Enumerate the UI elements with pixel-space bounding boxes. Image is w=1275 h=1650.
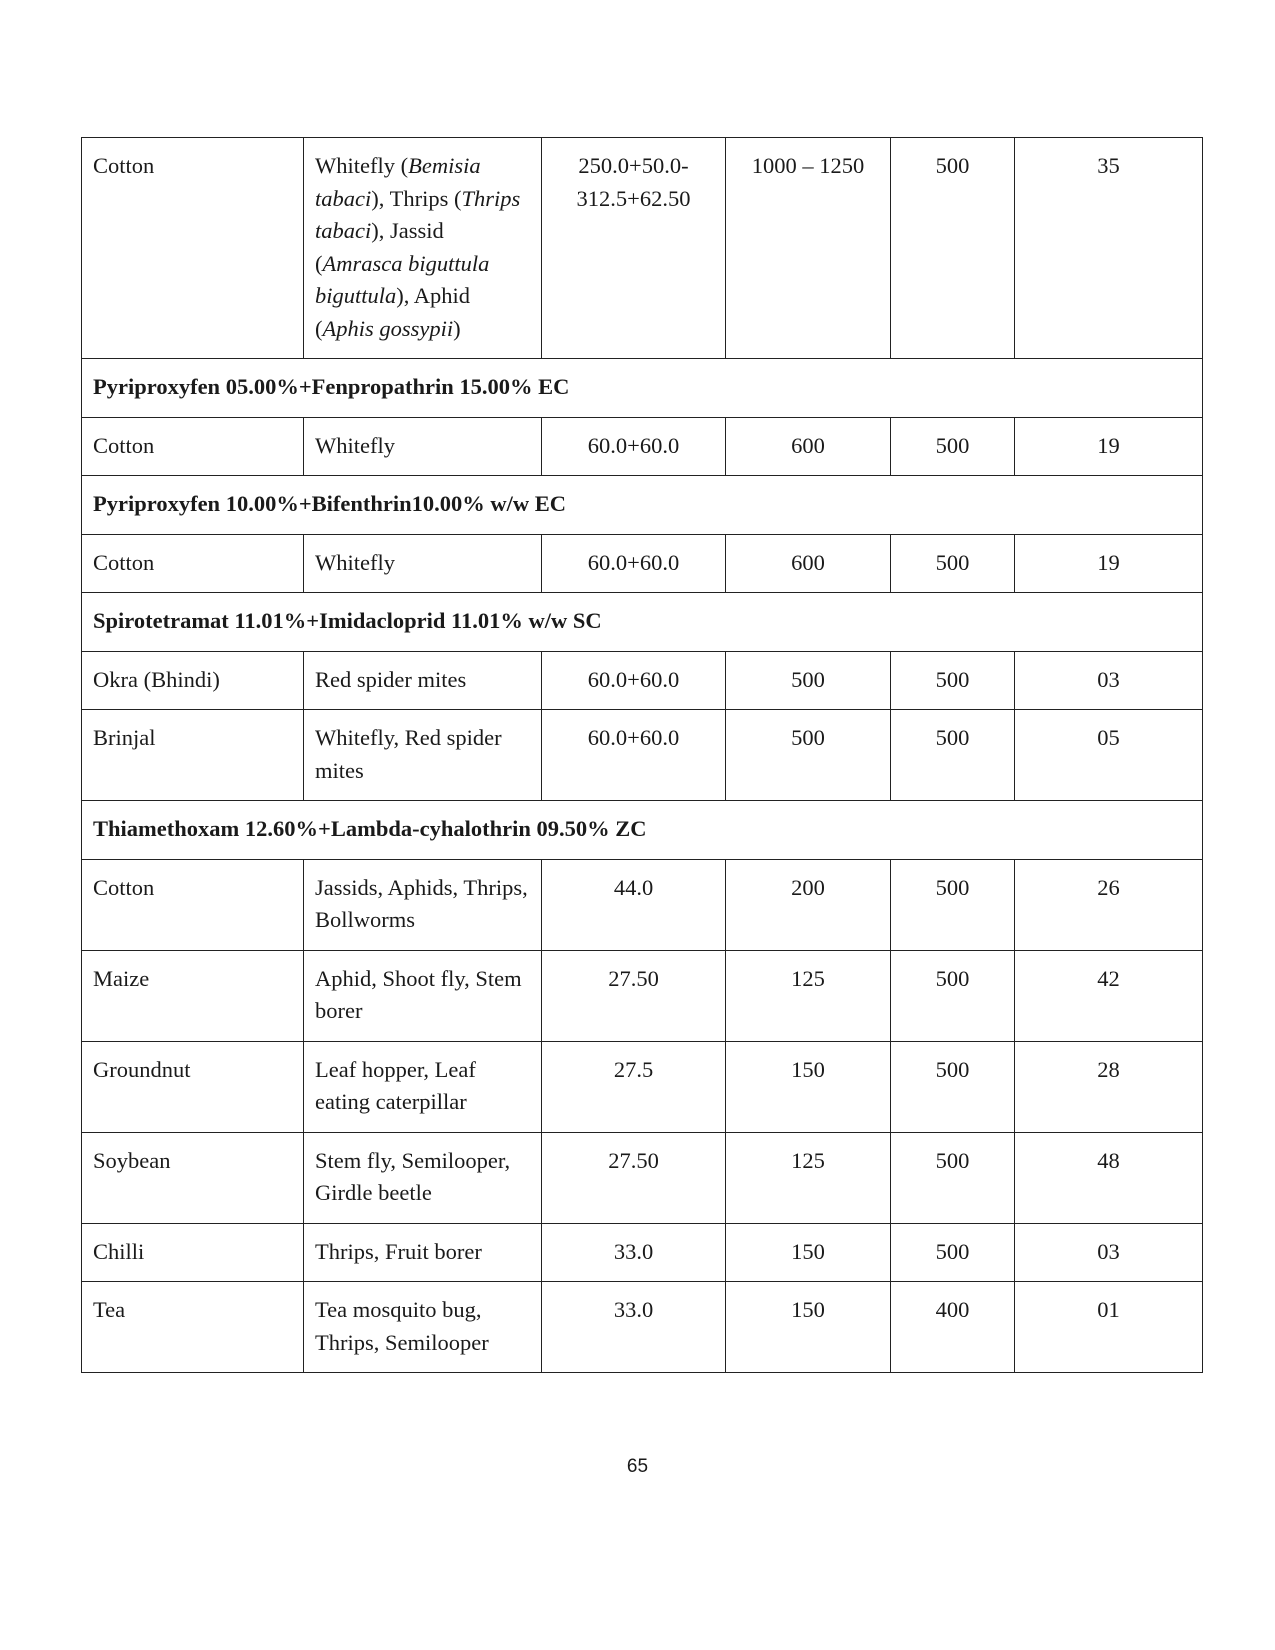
scientific-name: Thrips tabaci	[315, 185, 521, 243]
pest-cell: Whitefly	[304, 534, 542, 593]
pest-text: ), Jassid (	[315, 218, 444, 276]
water-volume-cell: 500	[891, 417, 1015, 476]
page-number: 65	[626, 1456, 649, 1477]
pest-cell: Red spider mites	[304, 651, 542, 710]
dose-ai-cell: 33.0	[542, 1223, 726, 1282]
pest-cell: Whitefly	[304, 417, 542, 476]
waiting-period-cell: 42	[1015, 950, 1203, 1041]
dose-ai-cell: 60.0+60.0	[542, 417, 726, 476]
waiting-period-cell: 48	[1015, 1132, 1203, 1223]
dose-ai-cell: 27.50	[542, 1132, 726, 1223]
section-header-row	[82, 476, 1203, 535]
waiting-period-cell: 19	[1015, 417, 1203, 476]
formulation-title: Thiamethoxam 12.60%+Lambda-cyhalothrin 09.50% ZC	[82, 801, 1203, 860]
water-volume-cell: 500	[891, 138, 1015, 359]
crop-cell: Cotton	[82, 417, 304, 476]
crop-cell: Cotton	[82, 534, 304, 593]
water-volume-cell: 500	[891, 710, 1015, 801]
dose-formulation-cell: 150	[726, 1223, 891, 1282]
pest-cell: Stem fly, Semilooper, Girdle beetle	[304, 1132, 542, 1223]
crop-cell: Cotton	[82, 859, 304, 950]
dose-formulation-cell: 125	[726, 1132, 891, 1223]
pest-cell: Tea mosquito bug, Thrips, Semilooper	[304, 1282, 542, 1373]
water-volume-cell: 500	[891, 534, 1015, 593]
pest-text: ), Aphid (	[315, 283, 471, 341]
pest-cell	[304, 138, 542, 359]
waiting-period-cell: 26	[1015, 859, 1203, 950]
scientific-name: Aphis gossypii	[322, 315, 454, 341]
table-row	[82, 950, 1203, 1041]
crop-cell: Tea	[82, 1282, 304, 1373]
dose-ai-cell: 60.0+60.0	[542, 710, 726, 801]
table-row	[82, 651, 1203, 710]
pest-text: )	[453, 315, 461, 341]
waiting-period-cell: 19	[1015, 534, 1203, 593]
pest-text: Whitefly (	[315, 153, 409, 178]
waiting-period-cell: 05	[1015, 710, 1203, 801]
water-volume-cell: 500	[891, 651, 1015, 710]
water-volume-cell: 500	[891, 1041, 1015, 1132]
scientific-name: Bemisia tabaci	[315, 153, 481, 211]
crop-cell: Groundnut	[82, 1041, 304, 1132]
dose-formulation-cell: 500	[726, 710, 891, 801]
water-volume-cell: 500	[891, 1223, 1015, 1282]
waiting-period-cell: 35	[1015, 138, 1203, 359]
pest-cell: Aphid, Shoot fly, Stem borer	[304, 950, 542, 1041]
table-body	[82, 138, 1203, 1373]
crop-cell: Okra (Bhindi)	[82, 651, 304, 710]
crop-cell: Maize	[82, 950, 304, 1041]
table-row	[82, 1041, 1203, 1132]
dose-formulation-cell: 150	[726, 1041, 891, 1132]
waiting-period-cell: 03	[1015, 1223, 1203, 1282]
dose-ai-cell: 27.5	[542, 1041, 726, 1132]
water-volume-cell: 400	[891, 1282, 1015, 1373]
dose-formulation-cell: 200	[726, 859, 891, 950]
dose-formulation-cell: 125	[726, 950, 891, 1041]
formulation-title: Pyriproxyfen 05.00%+Fenpropathrin 15.00% EC	[82, 359, 1203, 418]
table-row	[82, 1132, 1203, 1223]
water-volume-cell: 500	[891, 1132, 1015, 1223]
table-row	[82, 710, 1203, 801]
pest-cell: Whitefly, Red spider mites	[304, 710, 542, 801]
waiting-period-cell: 01	[1015, 1282, 1203, 1373]
dose-ai-cell: 44.0	[542, 859, 726, 950]
dose-formulation-cell: 600	[726, 534, 891, 593]
dose-ai-cell: 60.0+60.0	[542, 651, 726, 710]
dose-ai-cell: 27.50	[542, 950, 726, 1041]
section-header-row	[82, 359, 1203, 418]
waiting-period-cell: 03	[1015, 651, 1203, 710]
dose-formulation-cell: 600	[726, 417, 891, 476]
pest-cell: Jassids, Aphids, Thrips, Bollworms	[304, 859, 542, 950]
pest-text: ), Thrips (	[371, 185, 462, 211]
water-volume-cell: 500	[891, 859, 1015, 950]
formulation-title: Spirotetramat 11.01%+Imidacloprid 11.01% w/w SC	[82, 593, 1203, 652]
dose-formulation-cell: 500	[726, 651, 891, 710]
table-row	[82, 1223, 1203, 1282]
table-row	[82, 138, 1203, 359]
formulation-title: Pyriproxyfen 10.00%+Bifenthrin10.00% w/w EC	[82, 476, 1203, 535]
table-row	[82, 1282, 1203, 1373]
section-header-row	[82, 593, 1203, 652]
waiting-period-cell: 28	[1015, 1041, 1203, 1132]
crop-cell: Soybean	[82, 1132, 304, 1223]
dose-ai-cell: 33.0	[542, 1282, 726, 1373]
dose-ai-cell: 250.0+50.0-312.5+62.50	[542, 138, 726, 359]
table-row	[82, 417, 1203, 476]
pest-cell: Thrips, Fruit borer	[304, 1223, 542, 1282]
water-volume-cell: 500	[891, 950, 1015, 1041]
crop-cell: Chilli	[82, 1223, 304, 1282]
table-row	[82, 859, 1203, 950]
dose-formulation-cell: 1000 – 1250	[726, 138, 891, 359]
dose-formulation-cell: 150	[726, 1282, 891, 1373]
scientific-name: Amrasca biguttula biguttula	[315, 250, 490, 308]
crop-cell: Brinjal	[82, 710, 304, 801]
pest-cell: Leaf hopper, Leaf eating caterpillar	[304, 1041, 542, 1132]
dose-ai-cell: 60.0+60.0	[542, 534, 726, 593]
pesticide-table	[81, 137, 1203, 1373]
table-row	[82, 534, 1203, 593]
crop-cell: Cotton	[82, 138, 304, 359]
section-header-row	[82, 801, 1203, 860]
